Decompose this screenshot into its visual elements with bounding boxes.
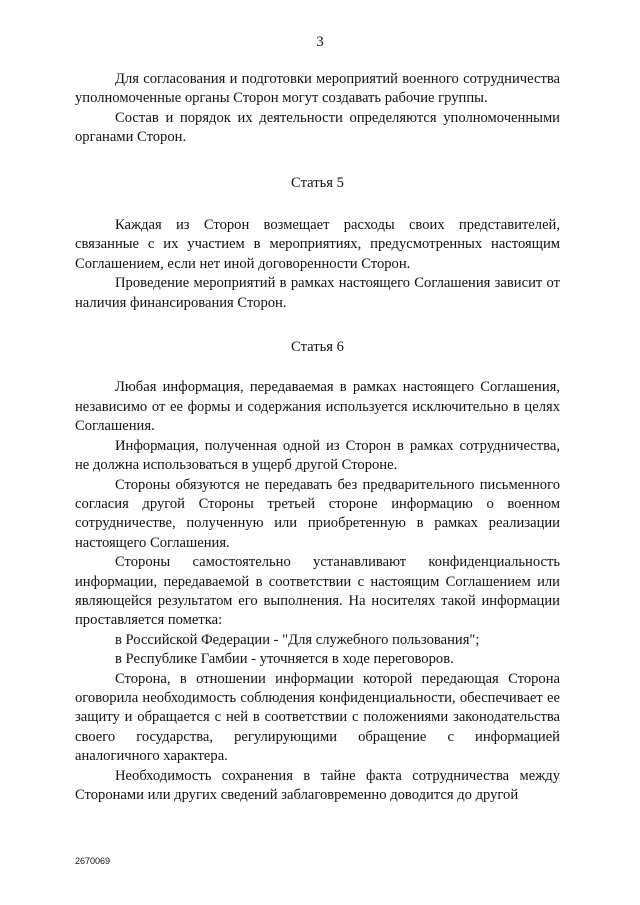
article-6-section: [75, 378, 560, 805]
article-6-title: Статья 6: [291, 339, 344, 356]
article-6-paragraph-3: Стороны обязуются не передавать без предварительного письменного согласия другой Стороны третьей стороне информацию о военном сотрудничестве, полученную или приобретенную в рамках реализации настоящего Соглашения.: [75, 476, 560, 551]
article-6-marking-russia: в Российской Федерации - "Для служебного пользования";: [115, 631, 480, 648]
article-6-paragraph-4: Стороны самостоятельно устанавливают конфиденциальность информации, передаваемой в соответствии с настоящим Соглашением или являющейся результатом его выполнения. На носителях такой информации проставляется пометка:: [75, 554, 560, 629]
article-5-title: Статья 5: [291, 174, 344, 191]
document-code: 2670069: [75, 856, 111, 866]
article-5-section: [75, 216, 560, 313]
article-5-paragraph-1: Каждая из Сторон возмещает расходы своих представителей, связанные с их участием в мероприятиях, предусмотренных настоящим Соглашением, если нет иной договоренности Сторон.: [75, 217, 560, 272]
article-6-paragraph-1: Любая информация, передаваемая в рамках настоящего Соглашения, независимо от ее формы и содержания используется исключительно в целях Соглашения.: [75, 379, 560, 435]
article-6-paragraph-2: Информация, полученная одной из Сторон в рамках сотрудничества, не должна использоваться в ущерб другой Стороне.: [75, 437, 560, 474]
document-body: [75, 70, 560, 805]
intro-paragraph-2: Состав и порядок их деятельности определяются уполномоченными органами Сторон.: [75, 109, 560, 146]
intro-section: [75, 70, 560, 148]
intro-paragraph-1: Для согласования и подготовки мероприятий военного сотрудничества уполномоченные органы Сторон могут создавать рабочие группы.: [75, 71, 560, 107]
article-6-marking-gambia: в Республике Гамбии - уточняется в ходе переговоров.: [115, 651, 454, 668]
article-5-paragraph-2: Проведение мероприятий в рамках настоящего Соглашения зависит от наличия финансирования Сторон.: [75, 275, 560, 311]
page-number: 3: [316, 34, 324, 50]
article-6-paragraph-8: Необходимость сохранения в тайне факта сотрудничества между Сторонами или других сведений заблаговременно доводится до другой: [75, 767, 560, 803]
article-6-paragraph-7: Сторона, в отношении информации которой передающая Сторона оговорила необходимость соблюдения конфиденциальности, обеспечивает ее защиту и обращается с ней в соответствии с положениями законодательства своего государства, регулирующими обращение с информацией аналогичного характера.: [75, 670, 560, 765]
